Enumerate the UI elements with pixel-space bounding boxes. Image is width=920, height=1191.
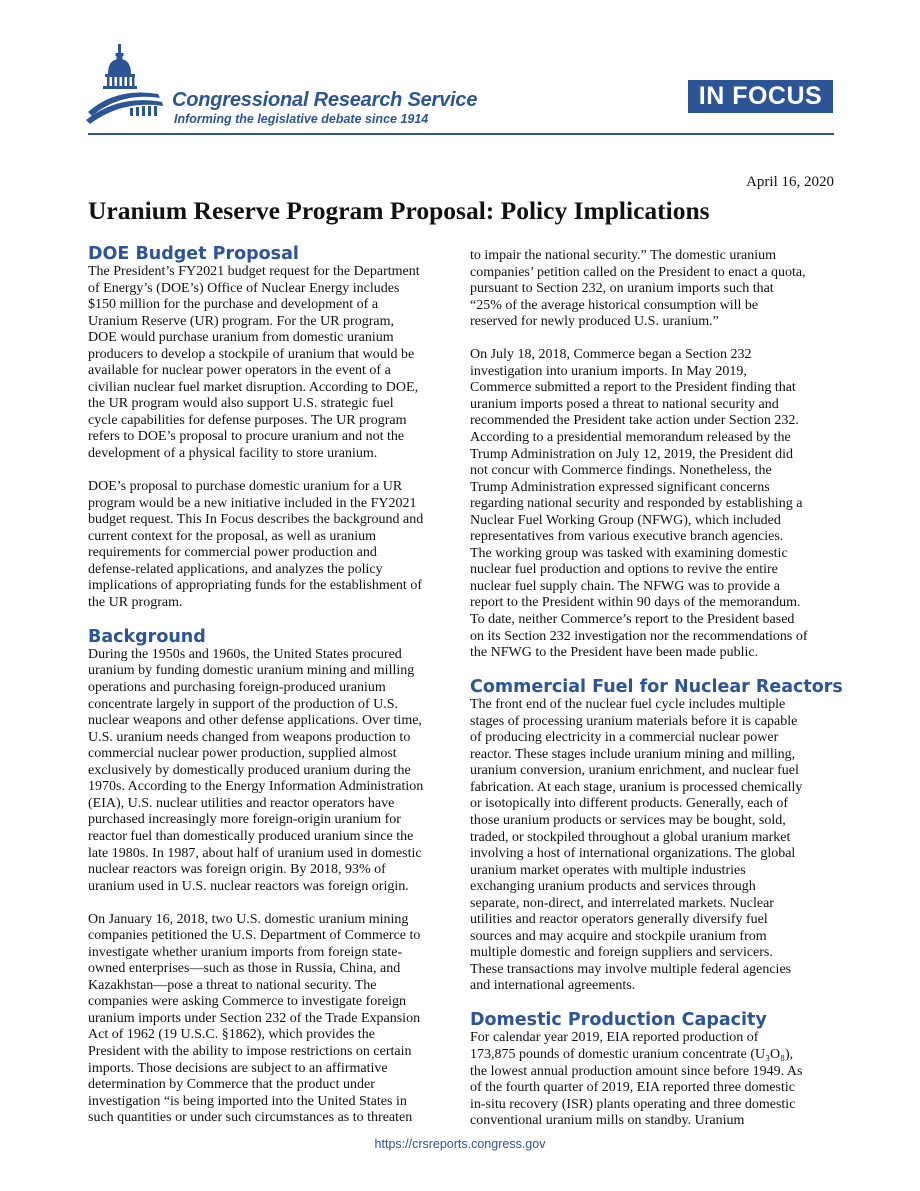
in-focus-badge: IN FOCUS [688,80,833,113]
section-heading-domestic-production: Domestic Production Capacity [470,1010,767,1031]
header-divider [88,133,834,135]
left-column [88,244,453,1127]
right-column [470,248,843,1130]
capitol-dome-logo-icon [86,42,166,128]
org-name: Congressional Research Service [172,89,478,111]
page-title: Uranium Reserve Program Proposal: Policy Implications [88,196,710,225]
paragraph: On July 18, 2018, Commerce began a Section 232 investigation into uranium imports. In May 2019, Commerce submitted a report to the President finding that uranium imports posed a threat to national security and recommended the President take action under Section 232. According to a presidential memorandum released by the Trump Administration on July 12, 2019, the President did not concur with Commerce findings. Nonetheless, the Trump Administration expressed significant concerns regarding national security and responded by establishing a Nuclear Fuel Working Group (NFWG), which included representatives from various executive branch agencies. The working group was tasked with examining domestic nuclear fuel production and options to revive the entire nuclear fuel supply chain. The NFWG was to provide a report to the President within 90 days of the memorandum. To date, neither Commerce’s report to the President based on its Section 232 investigation nor the recommendations of the NFWG to the President have been made public. [470,347,808,661]
footer-url-link[interactable]: https://crsreports.congress.gov [374,1137,546,1151]
paragraph: to impair the national security.” The domestic uranium companies’ petition called on the President to enact a quota, pursuant to Section 232, on uranium imports such that “25% of the average historical consumption will be reserved for newly produced U.S. uranium.” [470,248,806,330]
paragraph: For calendar year 2019, EIA reported production of 173,875 pounds of domestic uranium concentrate (U₃O₈), the lowest annual production amount since before 1949. As of the fourth quarter of 2019, EIA reported three domestic in-situ recovery (ISR) plants operating and three domestic conventional uranium mills on standby. Uranium [470,1030,803,1129]
section-heading-commercial-fuel: Commercial Fuel for Nuclear Reactors [470,677,843,698]
paragraph: On January 16, 2018, two U.S. domestic uranium mining companies petitioned the U.S. Department of Commerce to investigate whether uranium imports from foreign state- owned enterprises—such as those in Russia, China, and Kazakhstan—pose a threat to national security. The companies were asking Commerce to investigate foreign uranium imports under Section 232 of the Trade Expansion Act of 1962 (19 U.S.C. §1862), which provides the President with the ability to impose restrictions on certain imports. Those decisions are subject to an affirmative determination by Commerce that the product under investigation “is being imported into the United States in such quantities or under such circumstances as to threaten [88,911,421,1126]
paragraph: During the 1950s and 1960s, the United States procured uranium by funding domestic uranium mining and milling operations and purchasing foreign-produced uranium concentrate largely in support of the production of U.S. nuclear weapons and other defense applications. Over time, U.S. uranium needs changed from weapons production to commercial nuclear power production, supplied almost exclusively by domestically produced uranium during the 1970s. According to the Energy Information Administration (EIA), U.S. nuclear utilities and reactor operators have purchased increasingly more foreign-origin uranium for reactor fuel than domestically produced uranium since the late 1980s. In 1987, about half of uranium used in domestic nuclear reactors was foreign origin. By 2018, 93% of uranium used in U.S. nuclear reactors was foreign origin. [88,646,424,894]
section-heading-background: Background [88,626,206,647]
publication-date: April 16, 2020 [746,174,834,190]
section-heading-doe-budget-proposal: DOE Budget Proposal [88,244,299,264]
org-tagline: Informing the legislative debate since 1914 [174,112,429,126]
paragraph: The front end of the nuclear fuel cycle includes multiple stages of processing uranium materials before it is capable of producing electricity in a commercial nuclear power reactor. These stages include uranium mining and milling, uranium conversion, uranium enrichment, and nuclear fuel fabrication. At each stage, uranium is processed chemically or isotopically into different products. Generally, each of those uranium products or services may be bought, sold, traded, or stockpiled throughout a global uranium market involving a host of international organizations. The global uranium market operates with multiple industries exchanging uranium products and services through separate, non-direct, and interrelated markets. Nuclear utilities and reactor operators generally diversify fuel sources and may acquire and stockpile uranium from multiple domestic and foreign suppliers and servicers. These transactions may involve multiple federal agencies and international agreements. [470,697,803,994]
paragraph: DOE’s proposal to purchase domestic uranium for a UR program would be a new initiative included in the FY2021 budget request. This In Focus describes the background and current context for the proposal, as well as uranium requirements for commercial power production and defense-related applications, and analyzes the policy implications of appropriating funds for the establishment of the UR program. [88,479,424,610]
paragraph: The President’s FY2021 budget request for the Department of Energy’s (DOE’s) Office of Nuclear Energy includes $150 million for the purchase and development of a Uranium Reserve (UR) program. For the UR program, DOE would purchase uranium from domestic uranium producers to develop a stockpile of uranium that would be available for nuclear power operators in the event of a civilian nuclear fuel market disruption. According to DOE, the UR program would also support U.S. strategic fuel cycle capabilities for defense purposes. The UR program refers to DOE’s proposal to procure uranium and not the development of a physical facility to store uranium. [88,264,420,462]
